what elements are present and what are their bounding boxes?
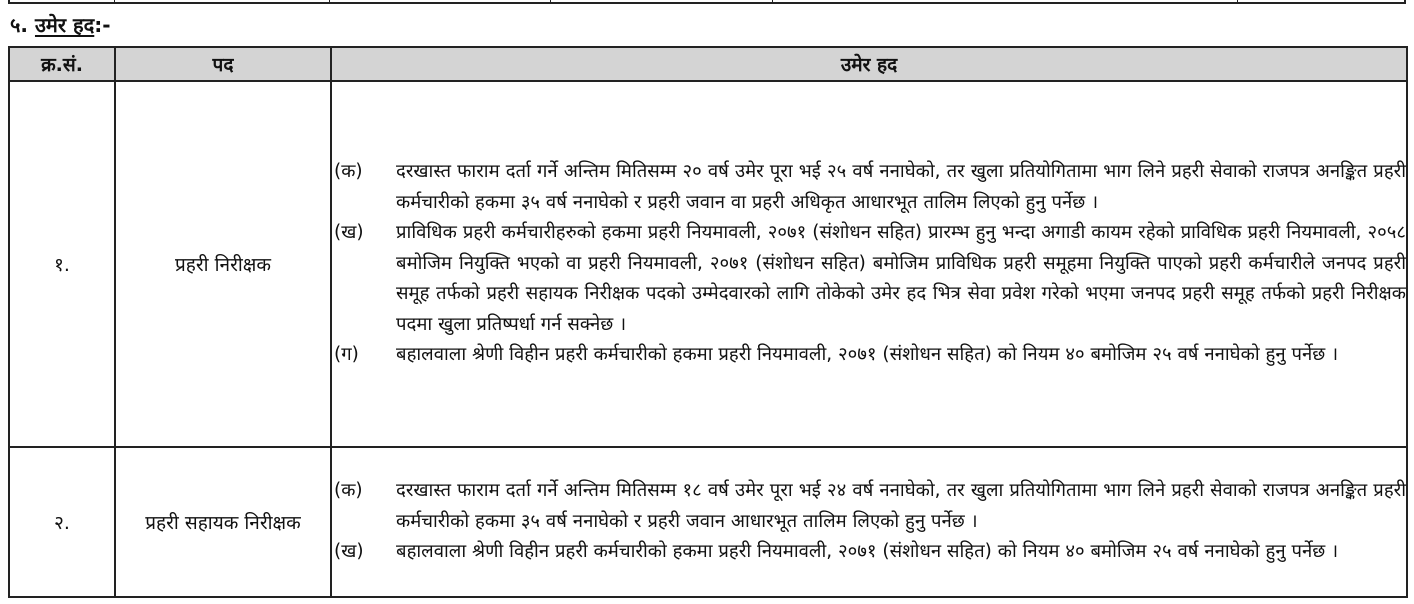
age-limit-table	[8, 46, 1408, 598]
clause-marker: (ख)	[334, 541, 364, 563]
clause-marker: (ग)	[334, 344, 359, 366]
clause-text: दरखास्त फाराम दर्ता गर्ने अन्तिम मितिसम्म २० वर्ष उमेर पूरा भई २५ वर्ष ननाघेको, तर खुला प्रतियोगितामा भाग लिने प्रहरी सेवाको राजपत्र अनङ्कित प्रहरी कर्मचारीको हकमा ३५ वर्ष ननाघेको र प्रहरी जवान वा प्रहरी अधिकृत आधारभूत तालिम लिएको हुनु पर्नेछ ।	[396, 161, 1406, 213]
serial-number-cell: २.	[9, 447, 115, 597]
table-row	[9, 81, 1407, 447]
clause-text: दरखास्त फाराम दर्ता गर्ने अन्तिम मितिसम्म १८ वर्ष उमेर पूरा भई २४ वर्ष ननाघेको, तर खुला प्रतियोगितामा भाग लिने प्रहरी सेवाको राजपत्र अनङ्कित प्रहरी कर्मचारीको हकमा ३५ वर्ष ननाघेको र प्रहरी जवान आधारभूत तालिम लिएको हुनु पर्नेछ ।	[396, 480, 1406, 532]
previous-table-bottom-edge	[8, 0, 1406, 4]
post-cell: प्रहरी सहायक निरीक्षक	[115, 447, 331, 597]
header-age-limit: उमेर हद	[331, 47, 1407, 81]
clause-marker: (क)	[334, 161, 363, 183]
header-serial-number: क्र.सं.	[9, 47, 115, 81]
clause-marker: (क)	[334, 480, 363, 502]
clause	[332, 340, 1406, 371]
clause	[332, 218, 1406, 340]
section-title: उमेर हद	[34, 13, 95, 37]
table-row	[9, 447, 1407, 597]
clause	[332, 157, 1406, 218]
clause-text: बहालवाला श्रेणी विहीन प्रहरी कर्मचारीको हकमा प्रहरी नियमावली, २०७१ (संशोधन सहित) को नियम ४० बमोजिम २५ वर्ष ननाघेको हुनु पर्नेछ ।	[396, 541, 1339, 563]
section-title-suffix: :-	[94, 13, 111, 37]
clause-text: प्राविधिक प्रहरी कर्मचारीहरुको हकमा प्रहरी नियमावली, २०७१ (संशोधन सहित) प्रारम्भ हुनु भन्दा अगाडी कायम रहेको प्राविधिक प्रहरी नियमावली, २०५८ बमोजिम नियुक्ति भएको वा प्रहरी नियमावली, २०७१ (संशोधन सहित) बमोजिम प्राविधिक प्रहरी समूहमा नियुक्ति पाएको प्रहरी कर्मचारीले जनपद प्रहरी समूह तर्फको प्रहरी सहायक निरीक्षक पदको उम्मेदवारको लागि तोकेको उमेर हद भित्र सेवा प्रवेश गरेको भएमा जनपद प्रहरी समूह तर्फको प्रहरी निरीक्षक पदमा खुला प्रतिष्पर्धा गर्न सक्नेछ ।	[396, 222, 1406, 335]
column-divider	[329, 0, 330, 4]
clause	[332, 476, 1406, 537]
section-heading	[10, 12, 111, 38]
header-post: पद	[115, 47, 331, 81]
table-header-row	[9, 47, 1407, 81]
age-limit-cell	[331, 81, 1407, 447]
post-cell: प्रहरी निरीक्षक	[115, 81, 331, 447]
column-divider	[550, 0, 551, 4]
clause-text: बहालवाला श्रेणी विहीन प्रहरी कर्मचारीको हकमा प्रहरी नियमावली, २०७१ (संशोधन सहित) को नियम ४० बमोजिम २५ वर्ष ननाघेको हुनु पर्नेछ ।	[396, 344, 1339, 366]
clause-marker: (ख)	[334, 222, 364, 244]
age-limit-cell	[331, 447, 1407, 597]
serial-number-cell: १.	[9, 81, 115, 447]
column-divider	[1237, 0, 1238, 4]
clause	[332, 537, 1406, 568]
column-divider	[114, 0, 115, 4]
column-divider	[772, 0, 773, 4]
section-number: ५.	[10, 13, 28, 37]
